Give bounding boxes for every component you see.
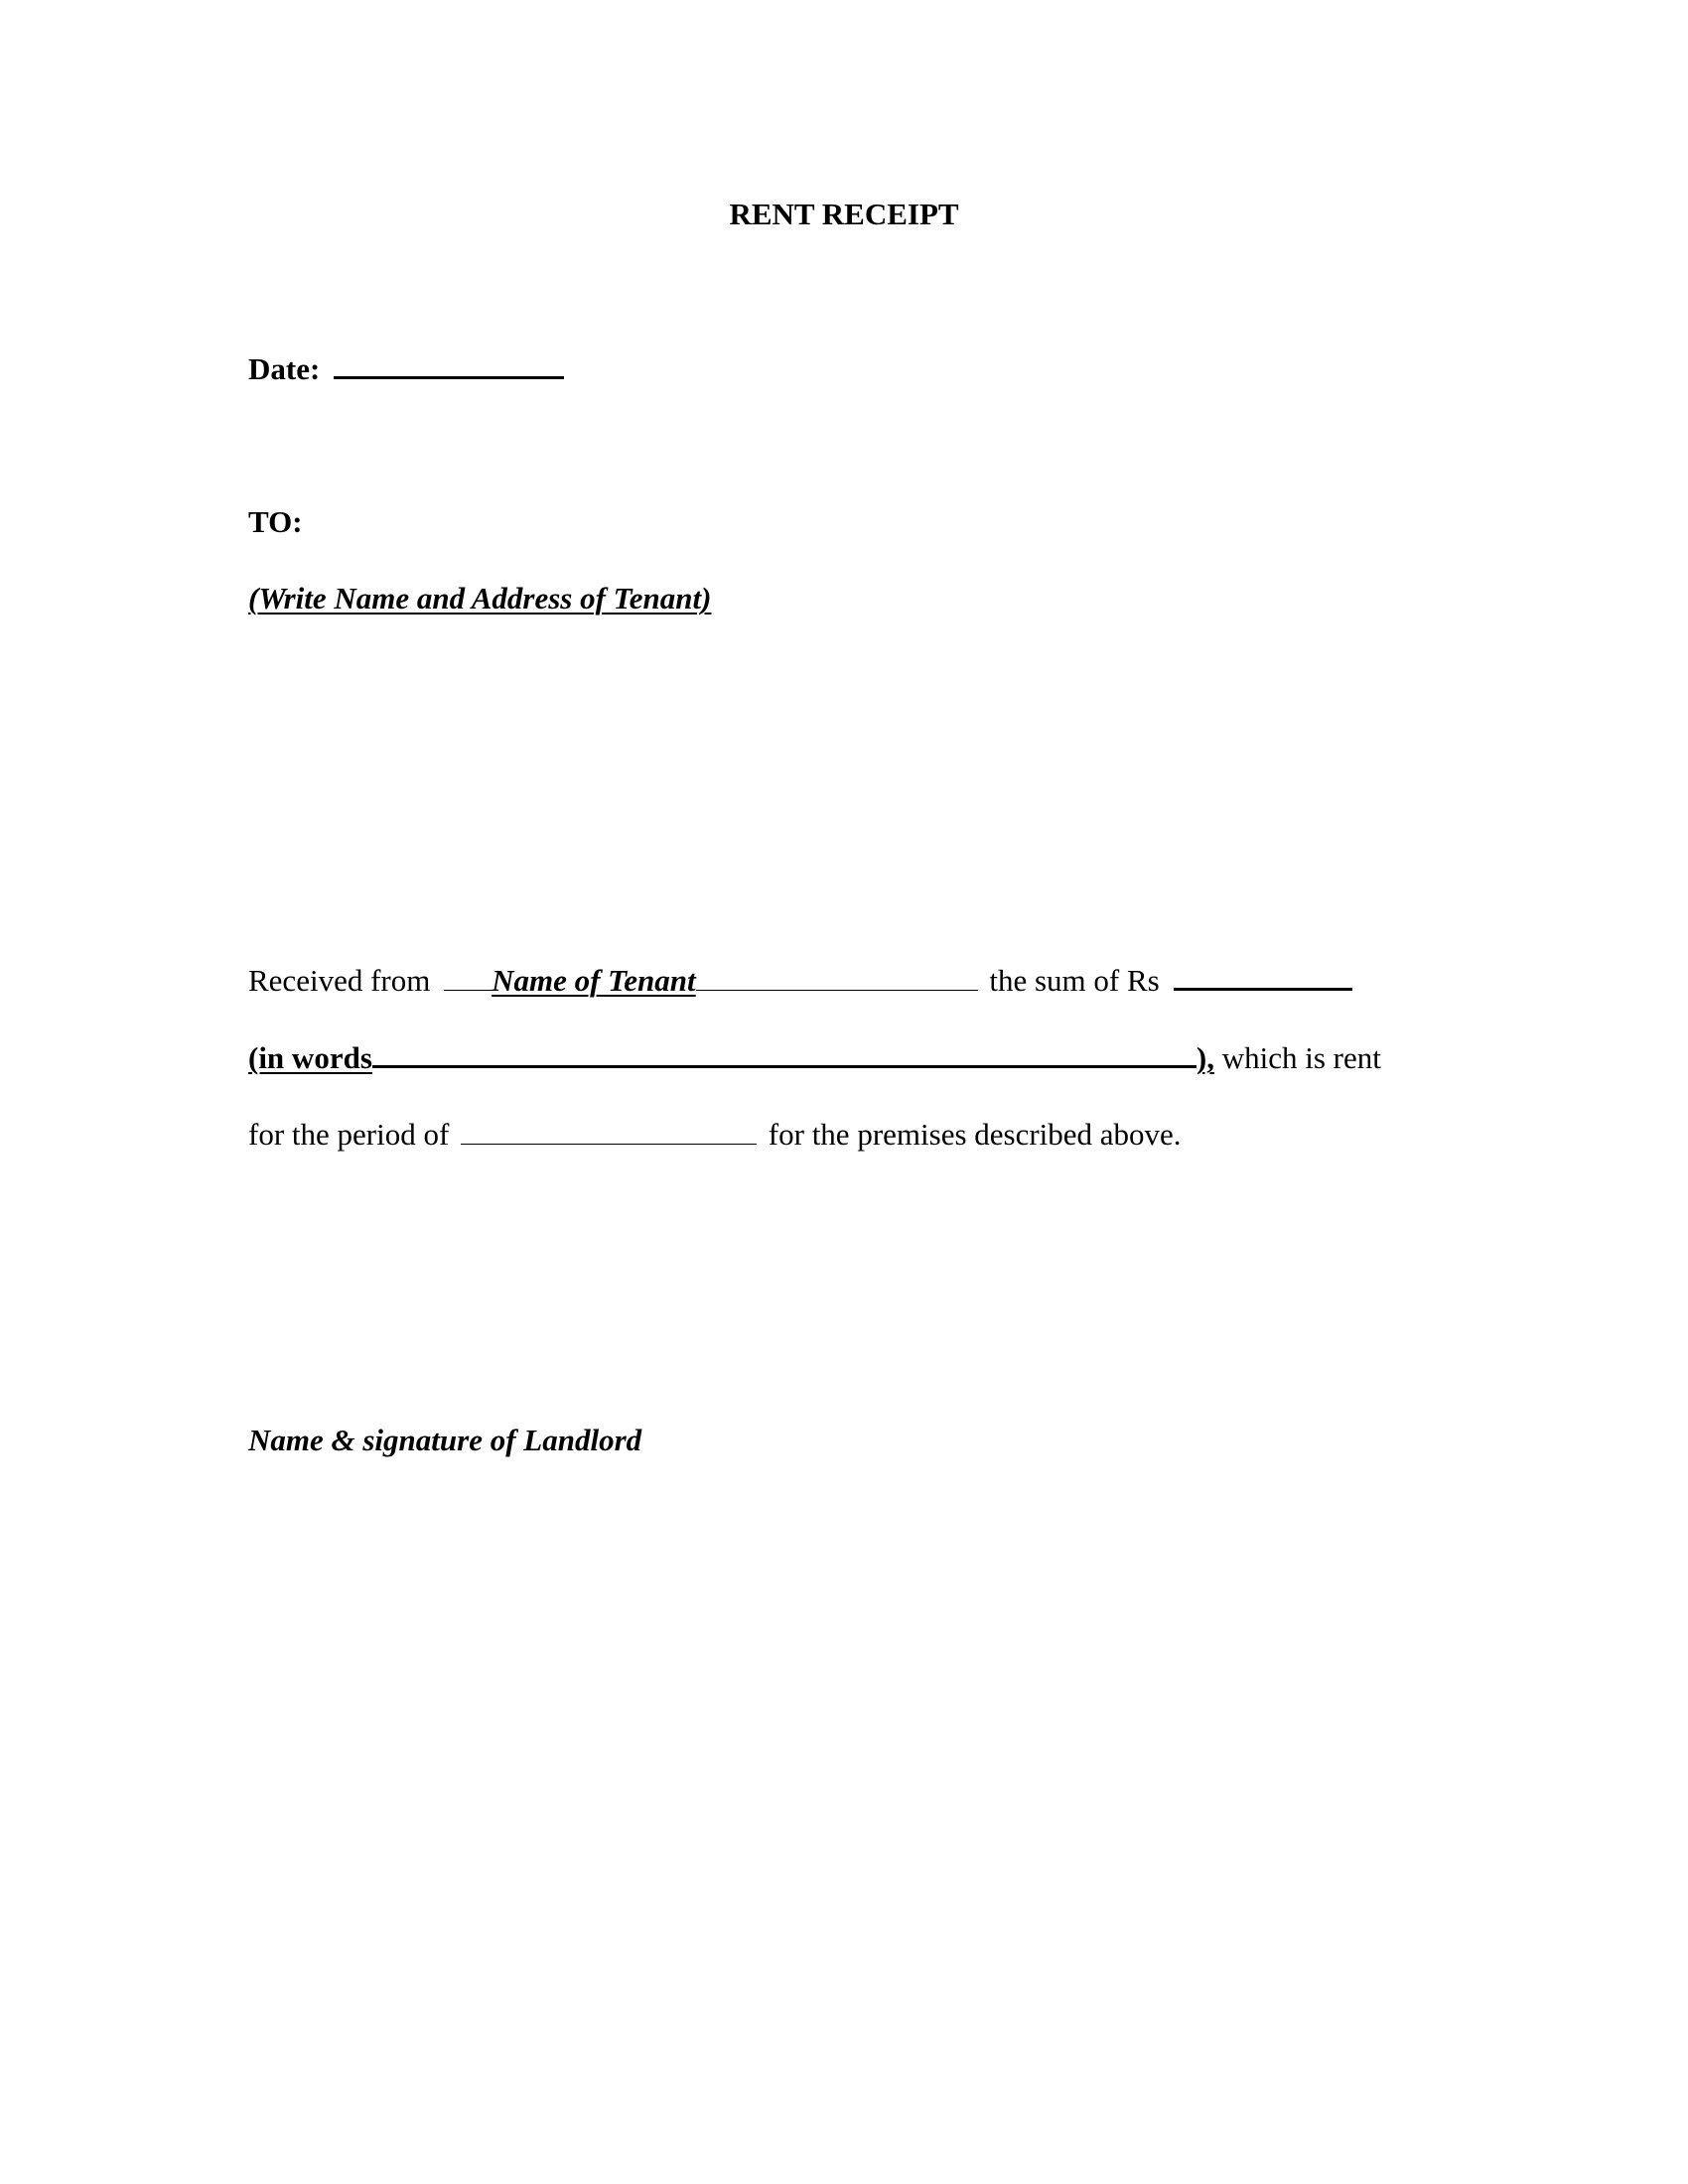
date-line bbox=[248, 351, 564, 387]
to-label: TO: bbox=[248, 504, 303, 539]
premises-text: for the premises described above. bbox=[768, 1117, 1182, 1152]
tenant-name-field[interactable]: Name of Tenant bbox=[492, 963, 696, 998]
tenant-name-blank-lead bbox=[444, 986, 492, 991]
sum-of-text: the sum of Rs bbox=[989, 963, 1160, 998]
date-field[interactable] bbox=[334, 372, 564, 379]
tenant-address-instruction: (Write Name and Address of Tenant) bbox=[248, 581, 712, 615]
in-words-label: (in words bbox=[248, 1040, 372, 1075]
for-period-text: for the period of bbox=[248, 1117, 450, 1152]
which-is-rent-text: which is rent bbox=[1221, 1040, 1381, 1075]
amount-in-words-field[interactable] bbox=[372, 1061, 1196, 1068]
date-label: Date: bbox=[248, 351, 321, 386]
period-field[interactable] bbox=[461, 1140, 757, 1145]
document-title: RENT RECEIPT bbox=[729, 197, 959, 231]
period-line bbox=[248, 1117, 1182, 1153]
tenant-name-blank-tail bbox=[696, 986, 978, 991]
in-words-line bbox=[248, 1040, 1381, 1076]
received-from-line bbox=[248, 963, 1352, 999]
landlord-signature-label: Name & signature of Landlord bbox=[248, 1423, 642, 1457]
in-words-close: ), bbox=[1196, 1040, 1214, 1075]
amount-field[interactable] bbox=[1174, 984, 1352, 991]
received-from-text: Received from bbox=[248, 963, 431, 998]
